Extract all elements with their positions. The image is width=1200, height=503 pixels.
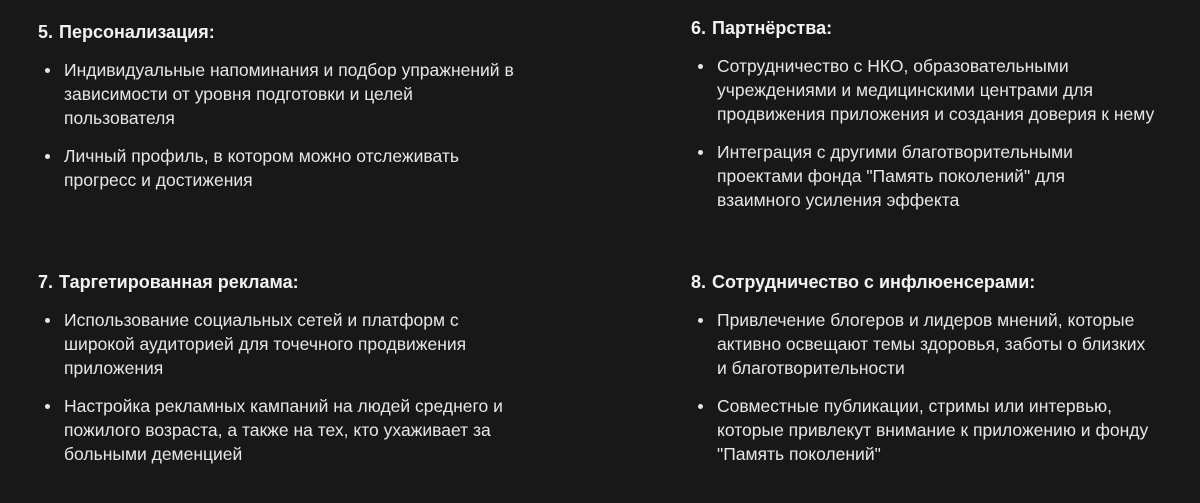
list-item: Личный профиль, в котором можно отслеживать прогресс и достижения: [38, 144, 514, 192]
bullet-list: [38, 58, 518, 192]
list-item: Привлечение блогеров и лидеров мнений, которые активно освещают темы здоровья, заботы о близких и благотворительности: [691, 308, 1157, 380]
section-partnerships: [691, 16, 1171, 226]
list-item: Индивидуальные напоминания и подбор упражнений в зависимости от уровня подготовки и целей пользователя: [38, 58, 514, 130]
section-influencers: [691, 270, 1171, 480]
section-number: 5.: [38, 22, 54, 42]
section-heading: [38, 20, 518, 44]
section-heading: [38, 270, 518, 294]
section-targeted-ads: [38, 270, 518, 480]
list-item: Использование социальных сетей и платформ с широкой аудиторией для точечного продвижения приложения: [38, 308, 514, 380]
list-item: Интеграция с другими благотворительными проектами фонда "Память поколений" для взаимного усиления эффекта: [691, 140, 1137, 212]
section-title: Таргетированная реклама:: [59, 272, 299, 292]
section-number: 6.: [691, 18, 707, 38]
bullet-list: [691, 308, 1171, 466]
bullet-list: [691, 54, 1171, 212]
section-heading: [691, 270, 1171, 294]
section-number: 8.: [691, 272, 707, 292]
section-title: Партнёрства:: [712, 18, 833, 38]
list-item: Настройка рекламных кампаний на людей среднего и пожилого возраста, а также на тех, кто ухаживает за больными деменцией: [38, 394, 514, 466]
section-number: 7.: [38, 272, 54, 292]
bullet-list: [38, 308, 518, 466]
section-personalization: [38, 20, 518, 206]
section-title: Сотрудничество с инфлюенсерами:: [712, 272, 1036, 292]
list-item: Сотрудничество с НКО, образовательными учреждениями и медицинскими центрами для продвижения приложения и создания доверия к нему: [691, 54, 1157, 126]
section-title: Персонализация:: [59, 22, 215, 42]
section-heading: [691, 16, 1171, 40]
list-item: Совместные публикации, стримы или интервью, которые привлекут внимание к приложению и фонду "Память поколений": [691, 394, 1157, 466]
